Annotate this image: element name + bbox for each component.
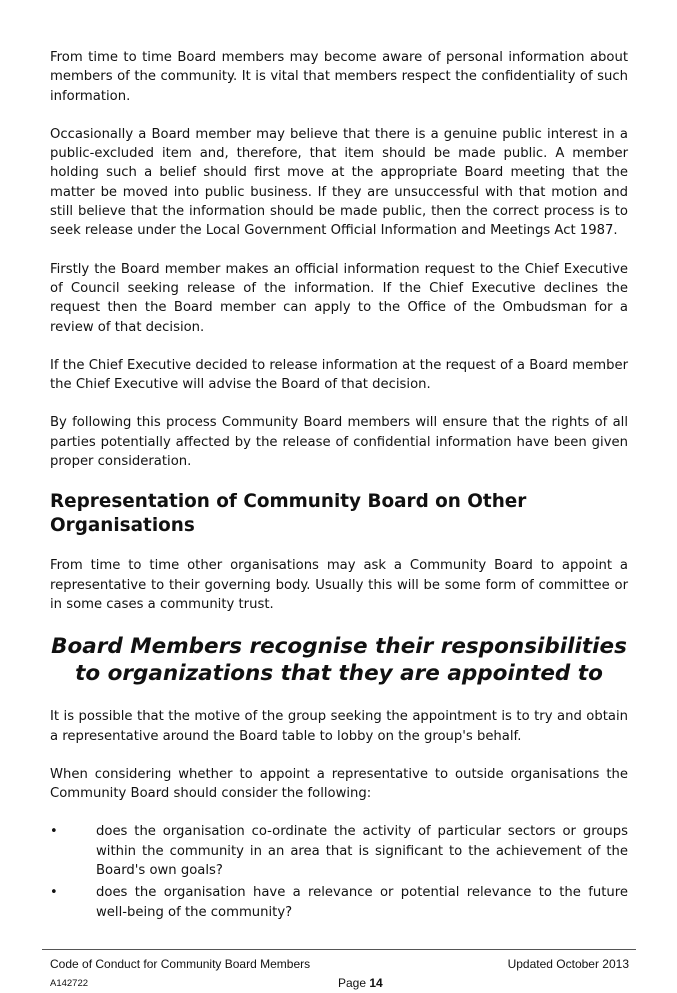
bullet-list <box>50 822 628 921</box>
page-label: Page <box>338 976 367 990</box>
paragraph-chief-executive-release: If the Chief Executive decided to release information at the request of a Board member the Chief Executive will advise the Board of that decision. <box>50 357 628 393</box>
footer-reference: A142722 <box>50 978 89 989</box>
list-item <box>50 883 628 922</box>
section-heading: Representation of Community Board on Other Organisations <box>50 491 527 537</box>
bullet-icon: • <box>50 885 58 901</box>
page-number-value: 14 <box>369 976 383 990</box>
paragraph-public-interest: Occasionally a Board member may believe that there is a genuine public interest in a public-excluded item and, therefore, that item should be made public. A member holding such a belief should first move at the appropriate Board meeting that the matter be moved into public business. If they are unsuccessful with that motion and still believe that the information should be made public, then the correct process is to seek release under the Local Government Official Information and Meetings Act 1987. <box>50 126 628 239</box>
bullet-icon: • <box>50 824 58 840</box>
callout-heading: Board Members recognise their responsibilities to organizations that they are appointed to <box>51 634 627 687</box>
paragraph-considering: When considering whether to appoint a representative to outside organisations the Community Board should consider the following: <box>50 766 628 802</box>
paragraph-information-request: Firstly the Board member makes an official information request to the Chief Executive of Council seeking release of the information. If the Chief Executive declines the request then the Board member can apply to the Office of the Ombudsman for a review of that decision. <box>50 261 628 335</box>
list-item-text: does the organisation have a relevance or potential relevance to the future well-being of the community? <box>96 885 628 920</box>
page-number <box>338 976 383 990</box>
paragraph-process-rights: By following this process Community Board members will ensure that the rights of all parties potentially affected by the release of confidential information have been given proper consideration. <box>50 415 628 470</box>
footer-title: Code of Conduct for Community Board Members <box>50 957 311 971</box>
footer-divider <box>42 949 636 950</box>
paragraph-motive: It is possible that the motive of the group seeking the appointment is to try and obtain a representative around the Board table to lobby on the group's behalf. <box>50 709 628 744</box>
list-item-text: does the organisation co-ordinate the activity of particular sectors or groups within the community in an area that is significant to the achievement of the Board's own goals? <box>96 824 628 879</box>
document-body <box>50 48 628 925</box>
paragraph-representation: From time to time other organisations may ask a Community Board to appoint a representative to their governing body. Usually this will be some form of committee or in some cases a community trust. <box>50 558 628 612</box>
footer-updated: Updated October 2013 <box>507 957 629 971</box>
list-item <box>50 822 628 880</box>
paragraph-confidentiality: From time to time Board members may become aware of personal information about members of the community. It is vital that members respect the confidentiality of such information. <box>50 50 628 104</box>
